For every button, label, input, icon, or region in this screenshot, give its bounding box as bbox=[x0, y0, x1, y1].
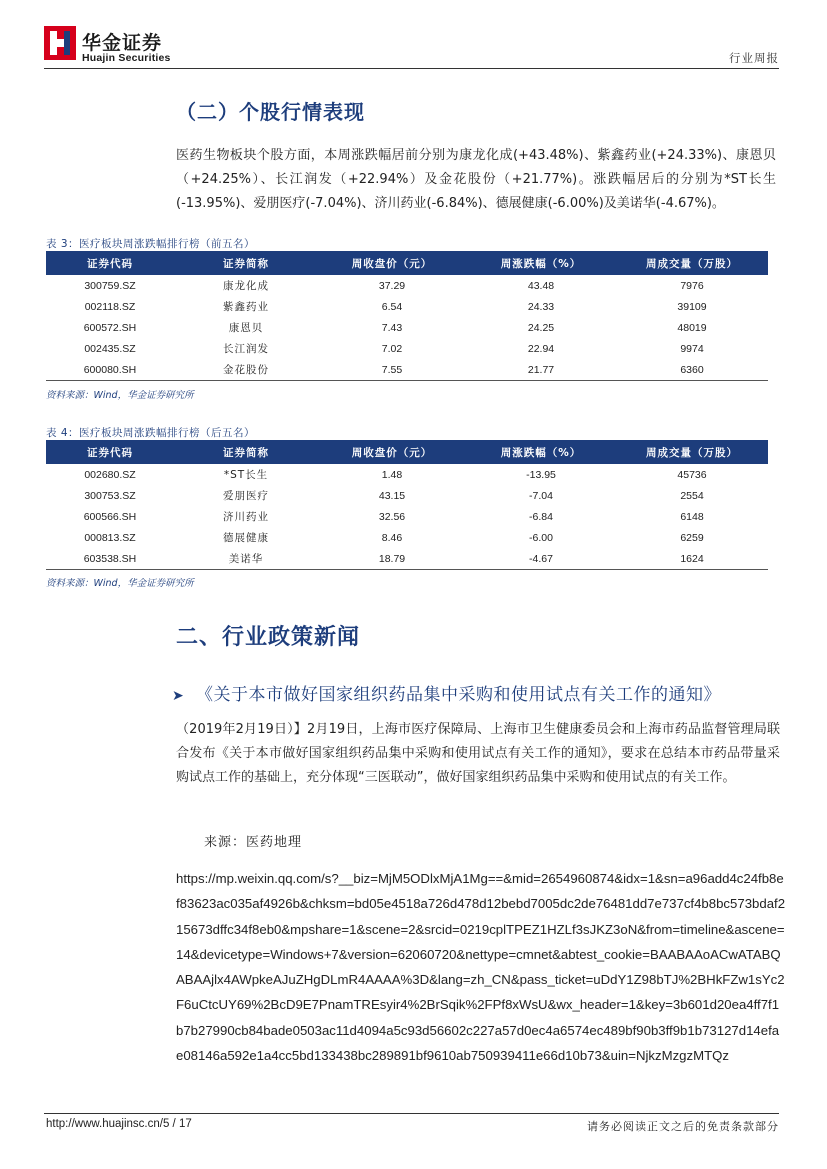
cell-volume: 2554 bbox=[680, 489, 704, 502]
cell-close: 7.02 bbox=[381, 342, 403, 355]
col-header-volume: 周成交量（万股） bbox=[616, 251, 768, 275]
col-header-close: 周收盘价（元） bbox=[318, 251, 466, 275]
cell-volume: 6259 bbox=[680, 531, 704, 544]
cell-change: 21.77 bbox=[466, 359, 616, 381]
cell-code: 600566.SH bbox=[83, 510, 137, 523]
cell-change: 22.94 bbox=[527, 342, 555, 355]
table-row bbox=[46, 275, 768, 296]
table3-top-gainers bbox=[46, 251, 768, 381]
cell-name: 爱朋医疗 bbox=[223, 490, 269, 502]
col-header-name: 证券简称 bbox=[174, 440, 318, 464]
footer-divider bbox=[44, 1113, 779, 1114]
brand-name-cn: 华金证券 bbox=[82, 32, 163, 54]
cell-change: -4.67 bbox=[466, 548, 616, 570]
header-divider bbox=[44, 68, 779, 69]
col-header-close: 周收盘价（元） bbox=[318, 440, 466, 464]
cell-name: 美诺华 bbox=[174, 548, 318, 570]
cell-volume: 6360 bbox=[616, 359, 768, 381]
table-header-row bbox=[46, 440, 768, 464]
news-source: 来源：医药地理 bbox=[204, 835, 303, 850]
cell-close: 1.48 bbox=[381, 468, 403, 481]
cell-code: 300753.SZ bbox=[84, 489, 136, 502]
table-row bbox=[46, 506, 768, 527]
table-row bbox=[46, 464, 768, 485]
brand-name-en: Huajin Securities bbox=[82, 52, 171, 64]
cell-code: 600080.SH bbox=[46, 359, 174, 381]
cell-volume: 7976 bbox=[680, 279, 704, 292]
news-headline-text: 《关于本市做好国家组织药品集中采购和使用试点有关工作的通知》 bbox=[196, 685, 721, 705]
table4-top-losers bbox=[46, 440, 768, 570]
news-headline bbox=[172, 680, 721, 705]
table-row bbox=[46, 296, 768, 317]
cell-change: -6.00 bbox=[529, 531, 553, 544]
cell-change: 24.33 bbox=[527, 300, 555, 313]
arrow-bullet-icon: ➤ bbox=[172, 688, 185, 704]
cell-code: 002680.SZ bbox=[84, 468, 136, 481]
footer-url-page: http://www.huajinsc.cn/5 / 17 bbox=[46, 1118, 192, 1130]
col-header-code: 证券代码 bbox=[46, 440, 174, 464]
cell-name: 紫鑫药业 bbox=[223, 301, 269, 313]
section-title: 二、行业政策新闻 bbox=[176, 625, 361, 650]
cell-name: 德展健康 bbox=[223, 532, 269, 544]
table-row bbox=[46, 359, 768, 381]
cell-code: 603538.SH bbox=[46, 548, 174, 570]
table4-source: 资料来源：Wind，华金证券研究所 bbox=[46, 578, 194, 589]
cell-code: 300759.SZ bbox=[84, 279, 136, 292]
cell-close: 6.54 bbox=[381, 300, 403, 313]
cell-change: -7.04 bbox=[529, 489, 553, 502]
cell-volume: 1624 bbox=[616, 548, 768, 570]
cell-close: 7.43 bbox=[381, 321, 403, 334]
cell-change: -6.84 bbox=[529, 510, 553, 523]
cell-change: 43.48 bbox=[527, 279, 555, 292]
cell-change: 24.25 bbox=[527, 321, 555, 334]
cell-close: 32.56 bbox=[378, 510, 406, 523]
news-paragraph: （2019年2月19日）】2月19日，上海市医疗保障局、上海市卫生健康委员会和上海市药品监督管理局联合发布《关于本市做好国家组织药品集中采购和使用试点有关工作的通知》，要求在总结本市药品带量采购试点工作的基础上，充分体现“三医联动”，做好国家组织药品集中采购和使用试点的有关工作。 bbox=[176, 722, 780, 785]
cell-close: 7.55 bbox=[318, 359, 466, 381]
cell-code: 002435.SZ bbox=[84, 342, 136, 355]
col-header-change: 周涨跌幅（%） bbox=[466, 251, 616, 275]
cell-change: -13.95 bbox=[526, 468, 556, 481]
cell-close: 8.46 bbox=[381, 531, 403, 544]
huajin-logo-icon bbox=[44, 26, 76, 60]
table-row bbox=[46, 527, 768, 548]
report-type: 行业周报 bbox=[729, 51, 779, 65]
cell-code: 600572.SH bbox=[83, 321, 137, 334]
table3-caption: 表 3：医疗板块周涨跌幅排行榜（前五名） bbox=[46, 238, 256, 250]
cell-name: 金花股份 bbox=[174, 359, 318, 381]
table-row bbox=[46, 485, 768, 506]
cell-name: *ST长生 bbox=[223, 469, 269, 481]
table-header-row bbox=[46, 251, 768, 275]
cell-volume: 48019 bbox=[677, 321, 707, 334]
table-row bbox=[46, 548, 768, 570]
cell-code: 000813.SZ bbox=[84, 531, 136, 544]
cell-name: 康恩贝 bbox=[228, 322, 264, 334]
table4-caption: 表 4：医疗板块周涨跌幅排行榜（后五名） bbox=[46, 427, 256, 439]
cell-name: 长江润发 bbox=[223, 343, 269, 355]
cell-volume: 9974 bbox=[680, 342, 704, 355]
cell-code: 002118.SZ bbox=[84, 300, 136, 313]
cell-name: 康龙化成 bbox=[223, 280, 269, 292]
cell-close: 18.79 bbox=[318, 548, 466, 570]
footer-disclaimer: 请务必阅读正文之后的免责条款部分 bbox=[587, 1120, 779, 1133]
cell-volume: 6148 bbox=[680, 510, 704, 523]
subsection-title: （二）个股行情表现 bbox=[176, 100, 365, 124]
col-header-change: 周涨跌幅（%） bbox=[466, 440, 616, 464]
cell-name: 济川药业 bbox=[223, 511, 269, 523]
col-header-volume: 周成交量（万股） bbox=[616, 440, 768, 464]
table-row bbox=[46, 338, 768, 359]
table3-source: 资料来源：Wind，华金证券研究所 bbox=[46, 390, 194, 401]
cell-volume: 39109 bbox=[677, 300, 707, 313]
cell-close: 37.29 bbox=[378, 279, 406, 292]
cell-close: 43.15 bbox=[378, 489, 406, 502]
cell-volume: 45736 bbox=[677, 468, 707, 481]
col-header-name: 证券简称 bbox=[174, 251, 318, 275]
col-header-code: 证券代码 bbox=[46, 251, 174, 275]
news-url: https://mp.weixin.qq.com/s?__biz=MjM5ODlxMjA1Mg==&mid=2654960874&idx=1&sn=a96add4c24fb8ef83623ac035af4926b&chksm=bd05e4518a726d478d12bebd7005dc2de76481dd7e737cf4b8bc573bdaf215673dffc34f8eb0&mpshare=1&scene=2&srcid=0219cplTPEZ1HZLf3sJKZ3oN&from=timeline&ascene=14&devicetype=Windows+7&version=62060720&nettype=cmnet&abtest_cookie=BAABAAoACwATABQABAAjlx4AWpkeAJuZHgDLmR4AAAA%3D&lang=zh_CN&pass_ticket=uDdY1Z98bTJ%2BHkFZw1sYc2F6uCtcUY69%2BcD9E7PnamTREsyir4%2BrSqik%2FPf8xWsU&wx_header=1&key=3b601d20ea4ff7f1b7b27990cb84bade0503ac11d4094a5c93d56602c227a57d0ec4a6574ec489bf90b3ff9b1b73127d14efae08146a592e1a4cc5bd133438bc289891bf9610ab750939411e66d10b73&uin=NjkzMzgzMTQz bbox=[176, 871, 786, 1064]
stock-performance-paragraph: 医药生物板块个股方面，本周涨跌幅居前分别为康龙化成(+43.48%)、紫鑫药业(+24.33%)、康恩贝（+24.25%）、长江润发（+22.94%）及金花股份（+21.77%)。涨跌幅居后的分别为*ST长生(-13.95%)、爱朋医疗(-7.04%)、济川药业(-6.84%)、德展健康(-6.00%)及美诺华(-4.67%)。 bbox=[176, 148, 776, 211]
company-logo bbox=[44, 26, 194, 66]
table-row bbox=[46, 317, 768, 338]
